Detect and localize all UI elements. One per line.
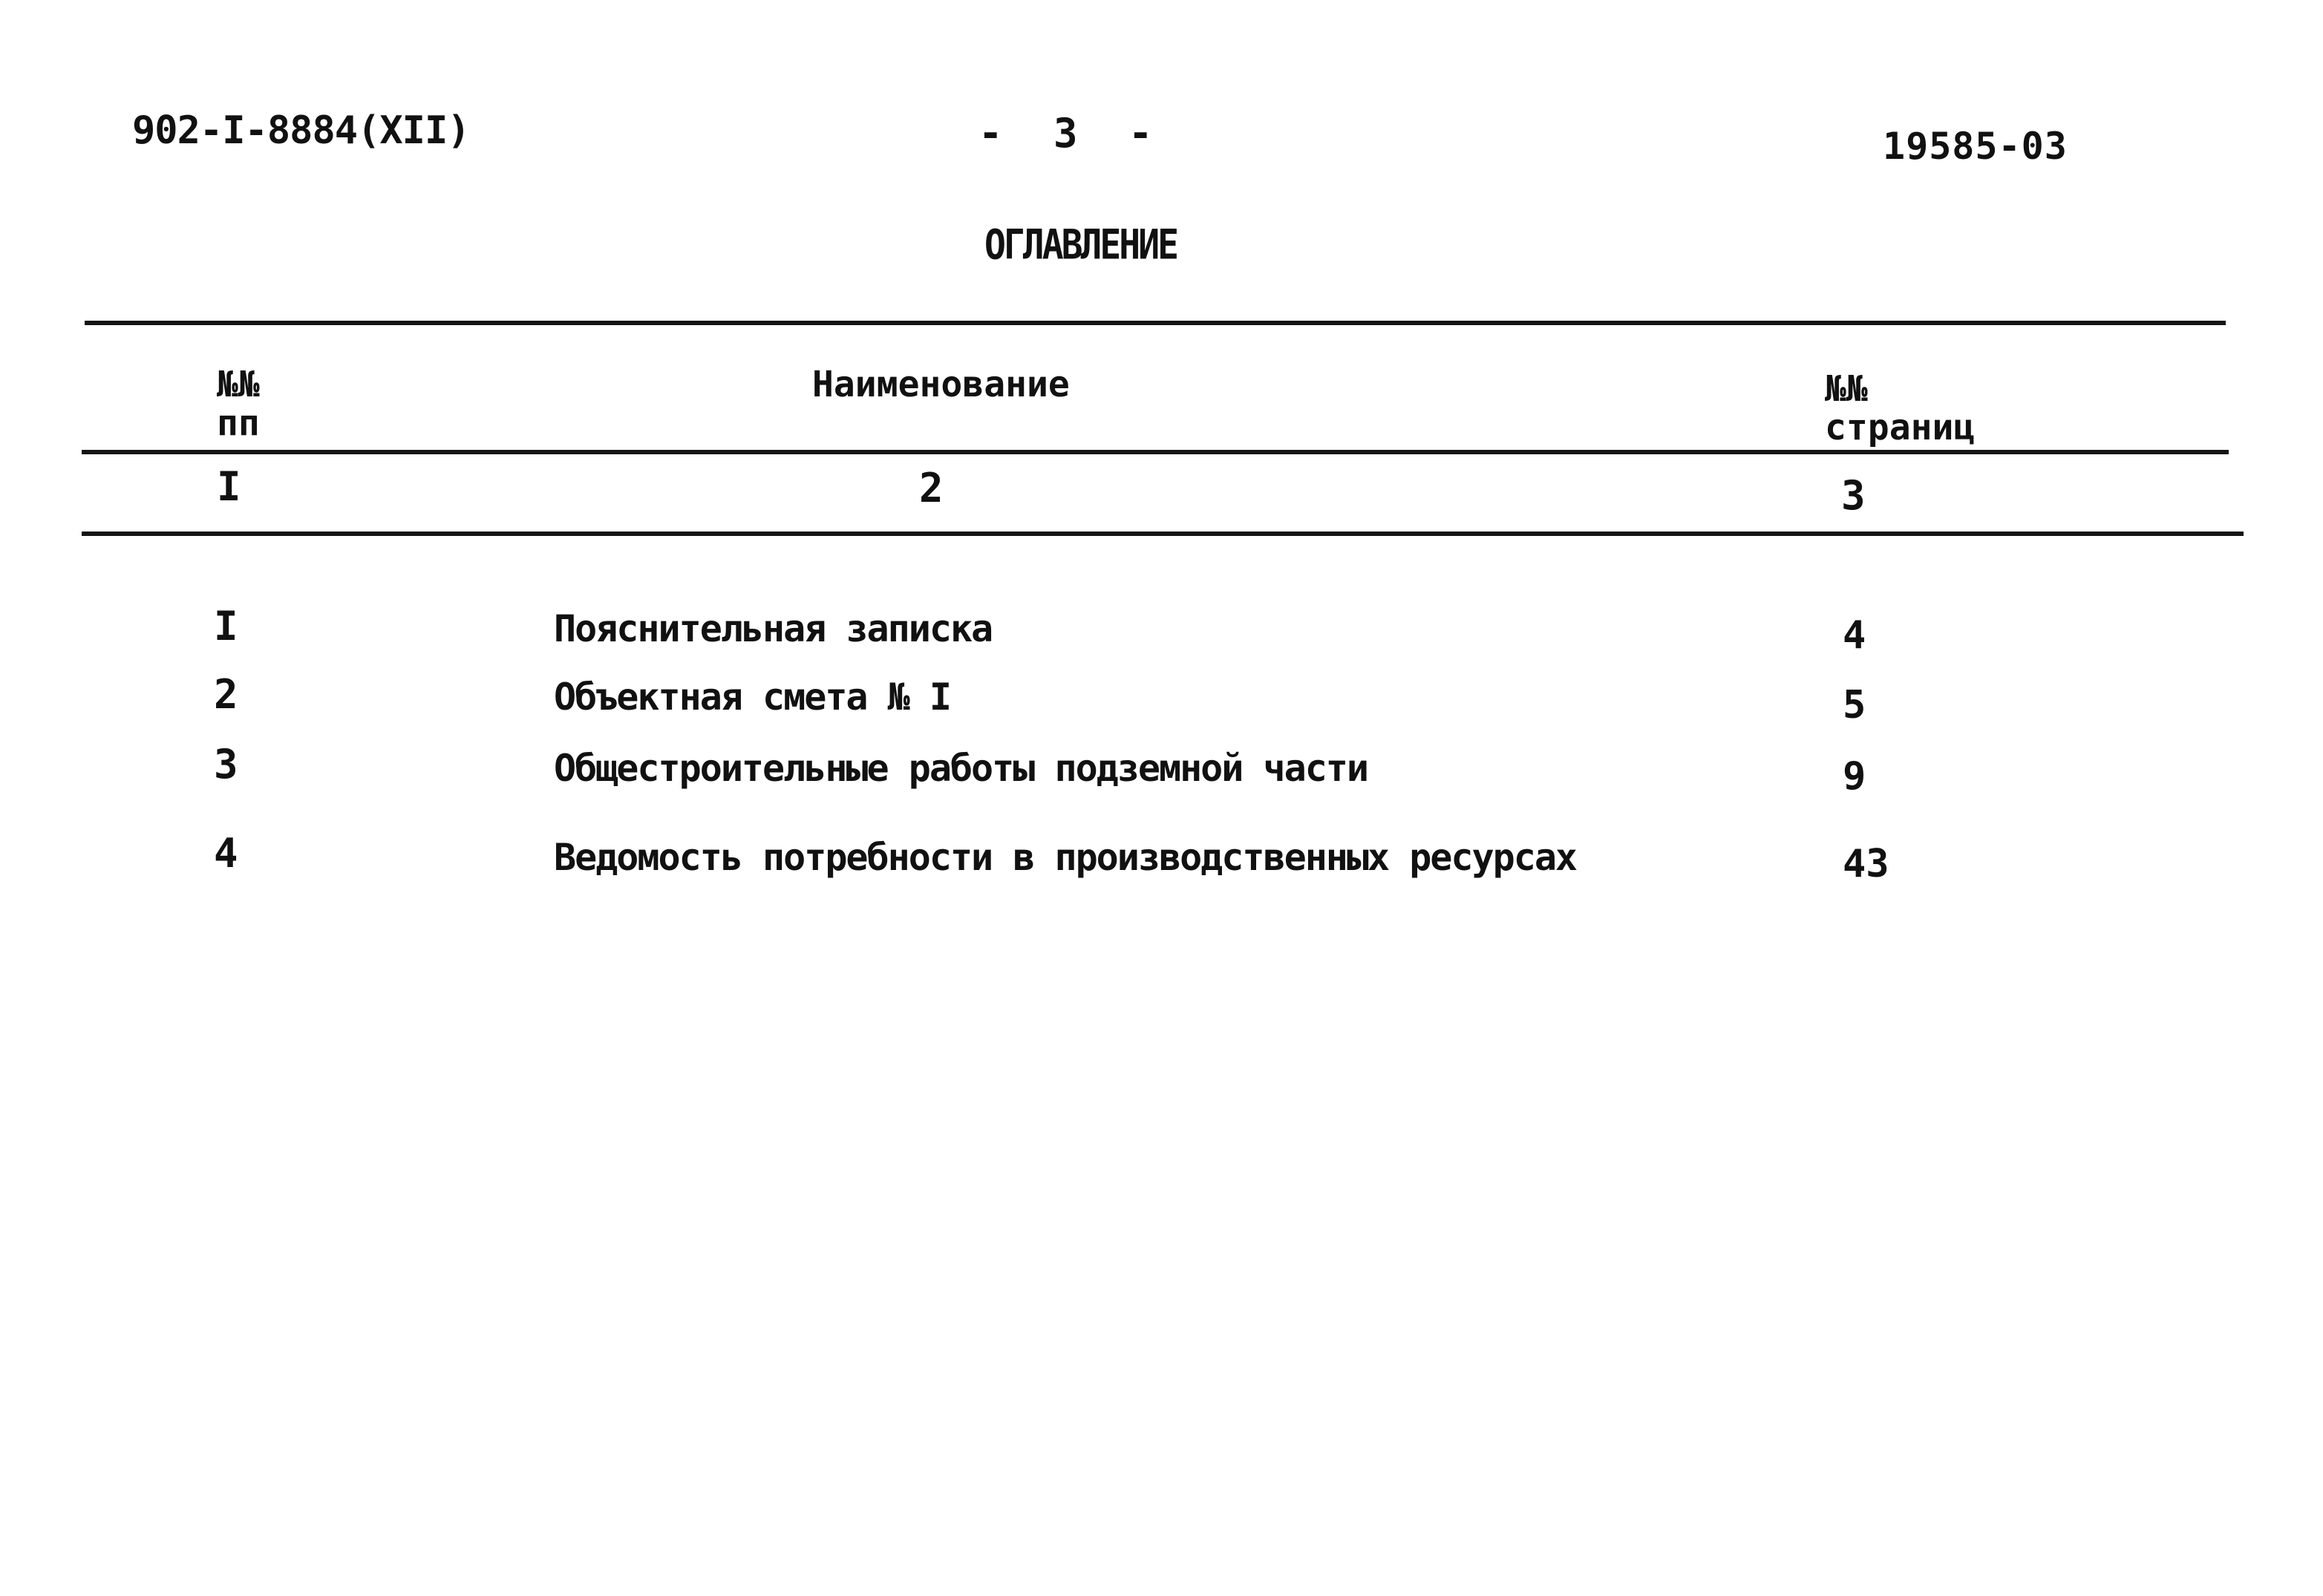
- row-number: 3: [214, 741, 238, 788]
- row-name: Общестроительные работы подземной части: [554, 747, 1368, 790]
- column-header-pages-line1: №№: [1825, 368, 1868, 410]
- column-number-3: 3: [1841, 472, 1866, 519]
- column-header-number: [217, 365, 260, 442]
- row-number: 4: [214, 830, 238, 877]
- row-page: 9: [1843, 754, 1866, 799]
- row-name: Пояснительная записка: [554, 607, 993, 650]
- column-header-pages-line2: страниц: [1825, 407, 1976, 448]
- row-page: 43: [1843, 842, 1889, 886]
- column-header-number-line1: №№: [217, 364, 260, 405]
- column-header-number-line2: пп: [217, 402, 260, 444]
- row-name: Ведомость потребности в производственных ресурсах: [554, 836, 1577, 879]
- table-top-rule: [85, 321, 2226, 325]
- archive-number: 19585-03: [1883, 125, 2068, 168]
- row-number: I: [214, 603, 238, 650]
- row-name: Объектная смета № I: [554, 676, 950, 719]
- table-column-numbers-rule: [82, 532, 2244, 536]
- column-header-pages: [1825, 370, 1975, 447]
- column-header-name: [812, 365, 1070, 404]
- row-number: 2: [214, 671, 238, 718]
- document-code: 902-I-8884(XII): [132, 108, 470, 153]
- page-number: - 3 -: [978, 110, 1166, 157]
- row-page: 4: [1843, 613, 1866, 658]
- column-number-1: I: [217, 463, 241, 510]
- column-header-name-line1: Наименование: [812, 364, 1070, 405]
- column-number-2: 2: [919, 465, 944, 511]
- page-title: ОГЛАВЛЕНИЕ: [984, 221, 1177, 269]
- table-header-rule: [82, 450, 2229, 454]
- row-page: 5: [1843, 683, 1866, 727]
